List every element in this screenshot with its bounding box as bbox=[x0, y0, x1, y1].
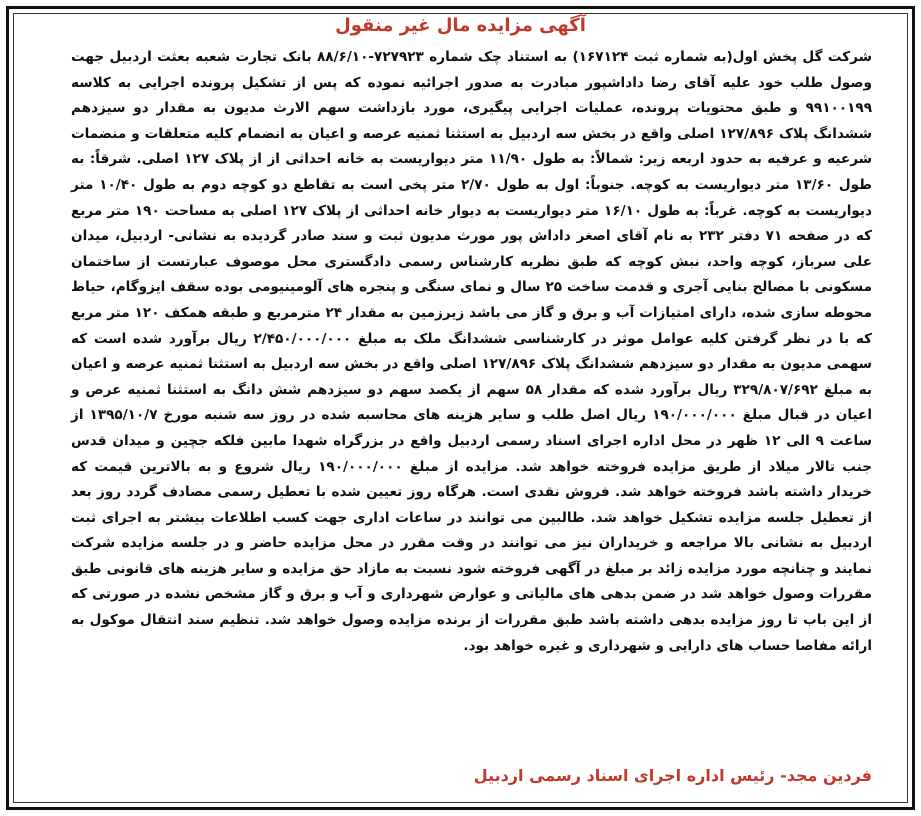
notice-body: شرکت گل پخش اول(به شماره ثبت ۱۶۷۱۲۴) به استناد چک شماره ۷۲۷۹۲۳-۸۸/۶/۱۰ بانک تجارت شعبه بعثت اردبیل جهت وصول طلب خود علیه آقای رضا داداشپور مبادرت به صدور اجرائیه نموده که پس از تشکیل پرونده اجرایی به کلاسه ۹۹۱۰۰۱۹۹ و طبق محتویات پرونده، عملیات اجرایی پیگیری، مورد بازداشت سهم الارث مدیون به مقدار دو سیزدهم ششدانگ پلاک ۱۲۷/۸۹۶ اصلی واقع در بخش سه اردبیل به استثنا ثمنیه عرصه و اعیان به انضمام کلیه متعلقات و منضمات شرعیه و عرفیه به حدود اربعه زیر: شمالاً: به طول ۱۱/۹۰ متر دیواریست به خانه احداثی از از پلاک ۱۲۷ اصلی. شرقاً: به طول ۱۳/۶۰ متر دیواریست به کوچه. جنوباً: اول به طول ۲/۷۰ متر پخی است به تقاطع دو کوچه دوم به طول ۱۰/۴۰ متر دیواریست به کوچه. غرباً: به طول ۱۶/۱۰ متر دیواریست به دیوار خانه احداثی از پلاک ۱۲۷ اصلی به مساحت ۱۹۰ متر مربع که در صفحه ۷۱ دفتر ۲۳۲ به نام آقای اصغر داداش پور مورث مدیون ثبت و سند صادر گردیده به نشانی- اردبیل، میدان علی سرباز، کوچه واحد، نبش کوچه که طبق نظریه کارشناس رسمی دادگستری محل موصوف عبارتست از ساختمان مسکونی با مصالح بنایی آجری و قدمت ساخت ۲۵ سال و نمای سنگی و پنجره های آلومینیومی بوده سقف ایزوگام، حیاط محوطه سازی شده، دارای امتیازات آب و برق و گاز می باشد زیرزمین به مقدار ۲۴ مترمربع و طبقه همکف ۱۲۰ متر مربع که با در نظر گرفتن کلیه عوامل موثر در کارشناسی ششدانگ ملک به مبلغ ۲/۴۵۰/۰۰۰/۰۰۰ ریال برآورد شده است که سهمی مدیون به مقدار دو سیزدهم ششدانگ پلاک ۱۲۷/۸۹۶ اصلی واقع در بخش سه اردبیل به استثنا ثمنیه عرصه و اعیان به مبلغ ۳۲۹/۸۰۷/۶۹۲ ریال برآورد شده که مقدار ۵۸ سهم از یکصد سهم دو سیزدهم شش دانگ به استثنا ثمنیه عرص و اعیان در قبال مبلغ ۱۹۰/۰۰۰/۰۰۰ ریال اصل طلب و سایر هزینه های محاسبه شده در روز سه شنبه مورخ ۱۳۹۵/۱۰/۷ از ساعت ۹ الی ۱۲ ظهر در محل اداره اجرای اسناد رسمی اردبیل واقع در بزرگراه شهدا مابین فلکه جچین و میدان قدس جنب تالار میلاد از طریق مزایده فروخته خواهد شد. مزایده از مبلغ ۱۹۰/۰۰۰/۰۰۰ ریال شروع و به بالاترین قیمت که خریدار داشته باشد فروخته خواهد شد. فروش نقدی است. هرگاه روز تعیین شده با تعطیل رسمی مصادف گردد روز بعد از تعطیل جلسه مزایده تشکیل خواهد شد. طالبین می توانند در ساعات اداری جهت کسب اطلاعات بیشتر به اجرای ثبت اردبیل به نشانی بالا مراجعه و خریداران نیز می توانند در وقت مقرر در محل مزایده حاضر و در جلسه مزایده شرکت نمایند و چنانچه مورد مزایده زائد بر مبلغ در آگهی فروخته شود نسبت به مازاد حق مزایده و سایر هزینه های قانونی طبق مقررات وصول خواهد شد در ضمن بدهی های مالیاتی و عوارض شهرداری و آب و برق و گاز مشخص نشده در صورتی که از این باب تا روز مزایده بدهی داشته باشد طبق مقررات از برنده مزایده وصول خواهد شد. تنظیم سند انتقال موکول به ارائه مفاصا حساب های دارایی و شهرداری و غیره خواهد بود. bbox=[71, 49, 873, 654]
notice-frame bbox=[6, 6, 915, 810]
notice-title: آگهی مزایده مال غیر منقول bbox=[335, 15, 586, 36]
notice-signature: فردین مجد- رئیس اداره اجرای اسناد رسمی اردبیل bbox=[473, 766, 872, 785]
